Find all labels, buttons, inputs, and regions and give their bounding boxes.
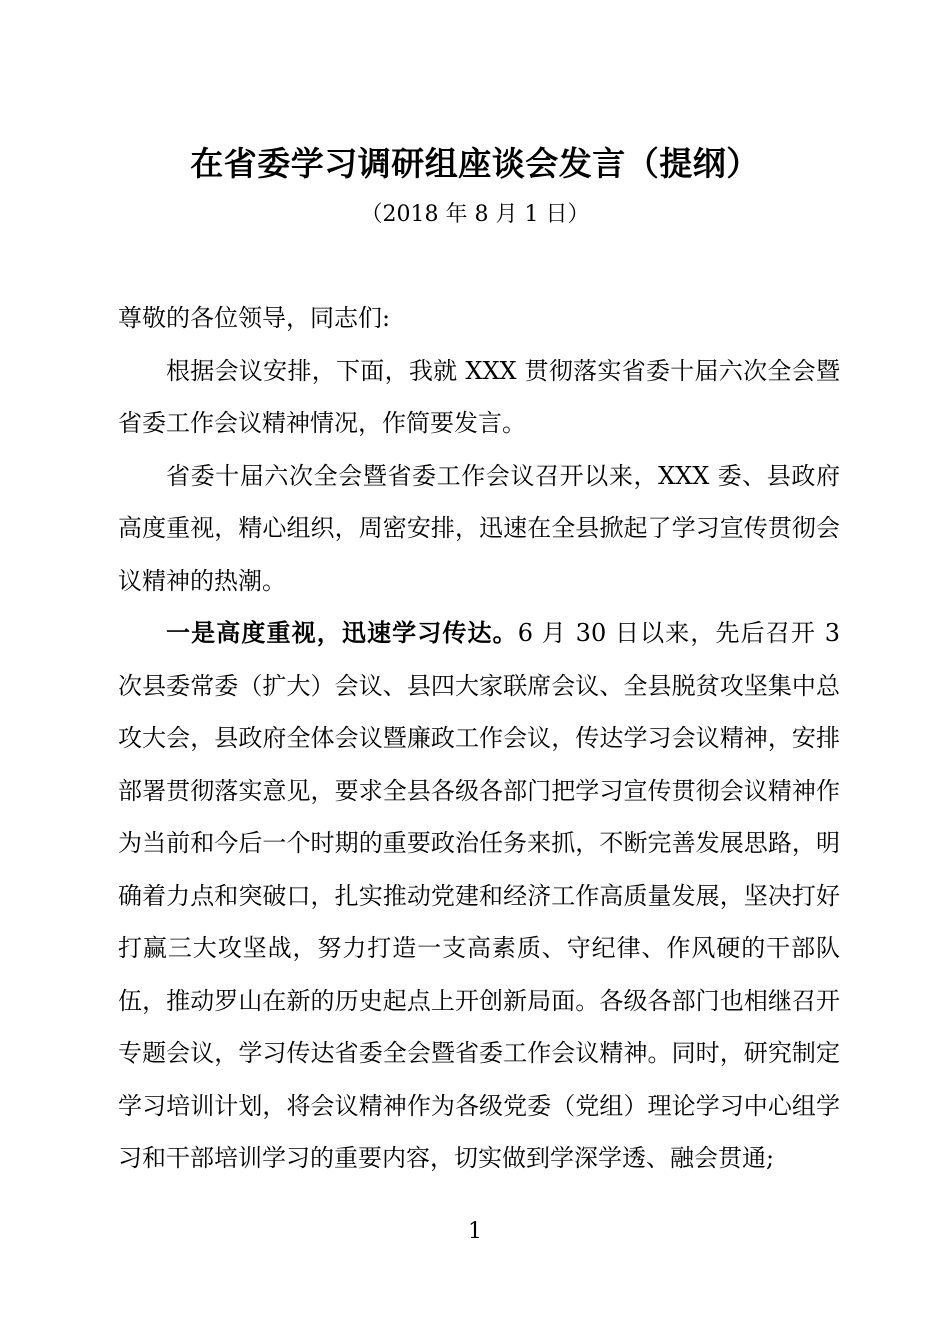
paragraph-2 bbox=[118, 450, 840, 608]
paragraph-3-text: 6 月 30 日以来，先后召开 3 次县委常委（扩大）会议、县四大家联席会议、全县脱贫攻坚集中总攻大会，县政府全体会议暨廉政工作会议，传达学习会议精神，安排部署贯彻落实意见，要求全县各级各部门把学习宣传贯彻会议精神作为当前和今后一个时期的重要政治任务来抓，不断完善发展思路，明确着力点和突破口，扎实推动党建和经济工作高质量发展，坚决打好打赢三大攻坚战，努力打造一支高素质、守纪律、作风硬的干部队伍，推动罗山在新的历史起点上开创新局面。各级各部门也相继召开专题会议，学习传达省委全会暨省委工作会议精神。同时，研究制定学习培训计划，将会议精神作为各级党委（党组）理论学习中心组学习和干部培训学习的重要内容，切实做到学深学透、融会贯通; bbox=[118, 619, 840, 1172]
document-title: 在省委学习调研组座谈会发言（提纲） bbox=[190, 144, 760, 183]
page-number: 1 bbox=[468, 1219, 482, 1244]
paragraph-2-text: 省委十届六次全会暨省委工作会议召开以来，XXX 委、县政府高度重视，精心组织，周密安排，迅速在全县掀起了学习宣传贯彻会议精神的热潮。 bbox=[118, 461, 840, 595]
paragraph-3 bbox=[118, 607, 840, 1185]
paragraph-1 bbox=[118, 345, 840, 450]
document-body bbox=[118, 292, 840, 1185]
document-date: （2018 年 8 月 1 日） bbox=[360, 202, 590, 227]
paragraph-1-text: 根据会议安排，下面，我就 XXX 贯彻落实省委十届六次全会暨省委工作会议精神情况，作简要发言。 bbox=[118, 356, 840, 437]
salutation: 尊敬的各位领导，同志们: bbox=[118, 304, 391, 332]
paragraph-3-lead: 一是高度重视，迅速学习传达。 bbox=[166, 618, 518, 647]
